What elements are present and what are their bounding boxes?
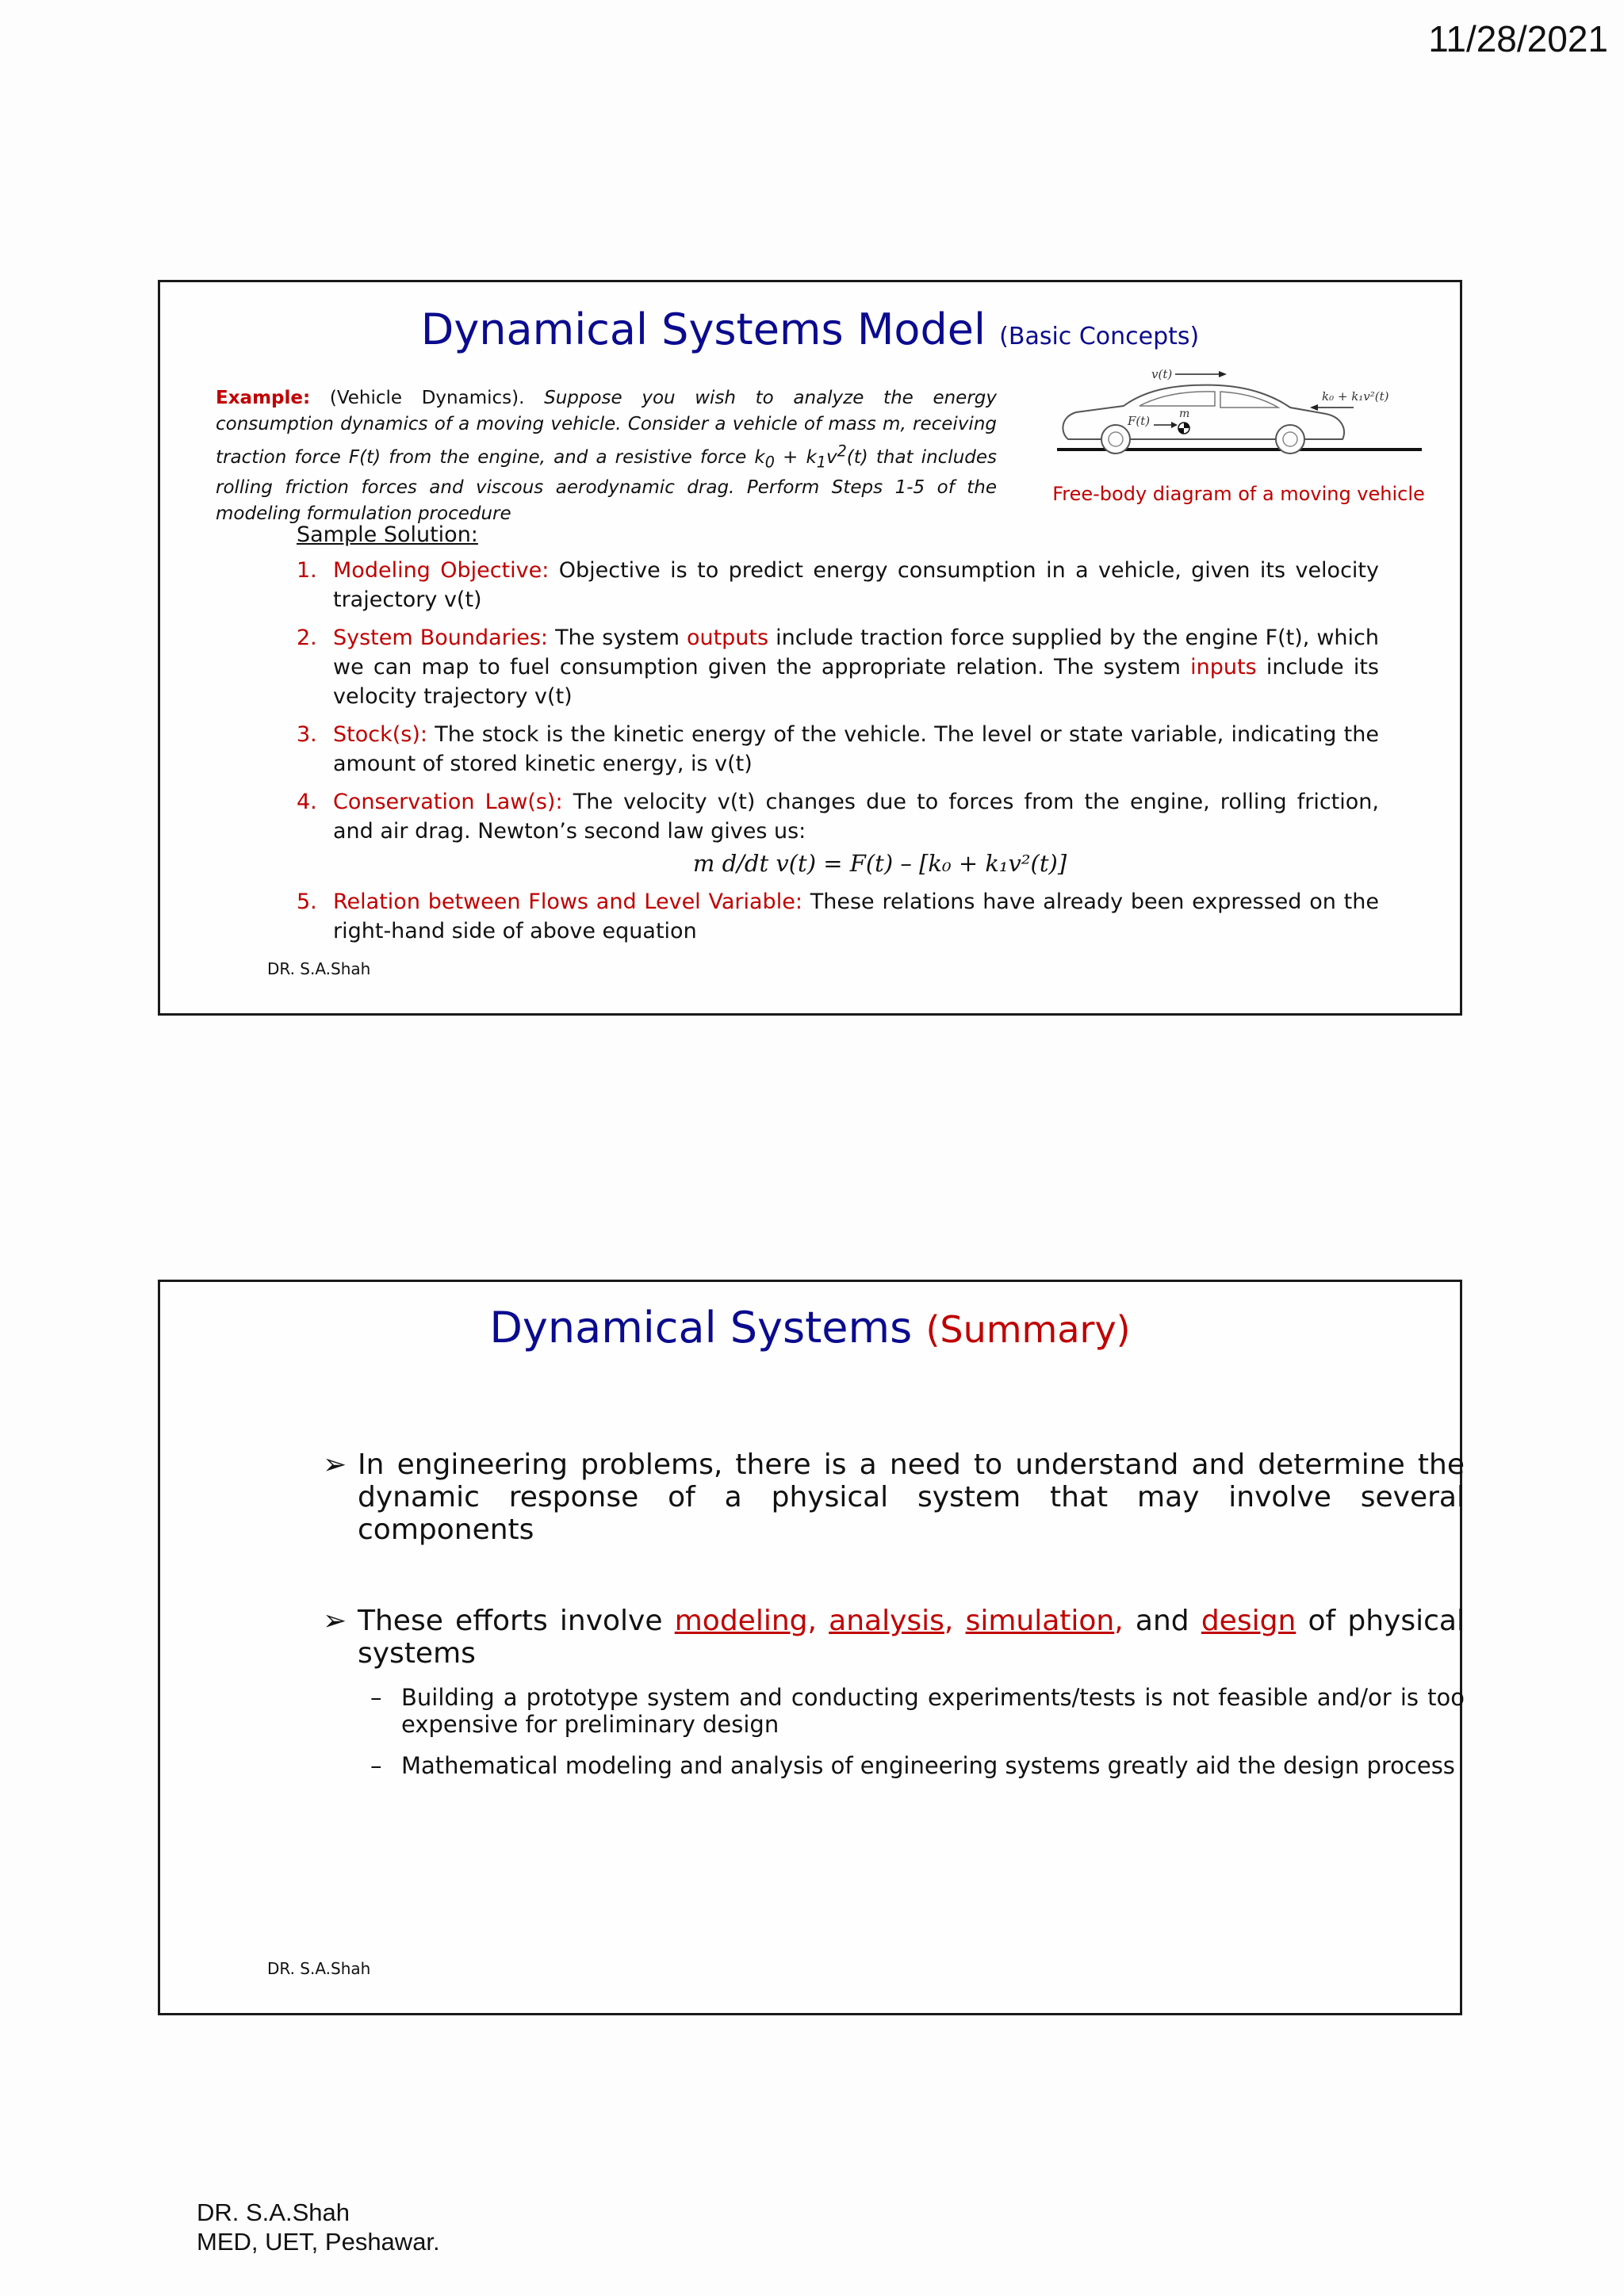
rear-wheel: [1276, 425, 1304, 453]
car-window-front: [1139, 392, 1215, 406]
step-item: 1. Modeling Objective: Objective is to predict energy consumption in a vehicle, given its velocity trajectory v(t): [297, 558, 1379, 612]
slide-title-sub: (Basic Concepts): [999, 323, 1200, 350]
step-text: Objective is to predict energy consumption in a vehicle, given its velocity trajectory v(t): [333, 558, 1379, 612]
drag-label: k₀ + k₁v²(t): [1322, 389, 1389, 404]
step-item: 3. Stock(s): The stock is the kinetic energy of the vehicle. The level or state variable, indicating the amount of stored kinetic energy, is v(t): [297, 722, 1379, 776]
keyword-analysis: analysis: [829, 1605, 944, 1637]
slide-title: [160, 1303, 1460, 1353]
slide-footer: DR. S.A.Shah: [267, 1959, 371, 1978]
sub-bullet-item: – Mathematical modeling and analysis of engineering systems greatly aid the design process: [370, 1752, 1455, 1779]
example-label: Example:: [216, 388, 311, 408]
slide-title-main: Dynamical Systems Model: [420, 304, 986, 354]
force-label: F(t): [1128, 414, 1151, 428]
bullet-item: ➢ In engineering problems, there is a need to understand and determine the dynamic response of a physical system that may involve several components: [323, 1448, 1465, 1546]
page-footer: [197, 2198, 440, 2256]
step-label: Modeling Objective:: [333, 558, 550, 583]
slide-vehicle-dynamics: [158, 280, 1462, 1016]
slide-footer: DR. S.A.Shah: [267, 959, 371, 978]
step-label: Relation between Flows and Level Variable:: [333, 890, 802, 914]
keyword-modeling: modeling: [674, 1605, 808, 1637]
step-item: 4. Conservation Law(s): The velocity v(t) changes due to forces from the engine, rolling friction, and air drag. Newton’s second law gives us: m d/dt v(t) = F(t) – [k₀ + k₁v²(t)]: [297, 790, 1379, 877]
solution-heading: Sample Solution:: [297, 522, 478, 547]
sub-bullet-item: – Building a prototype system and conducting experiments/tests is not feasible and/or is too expensive for preliminary design: [370, 1684, 1465, 1738]
keyword-simulation: simulation: [965, 1605, 1115, 1637]
inputs-keyword: inputs: [1190, 655, 1257, 679]
slide-summary: [158, 1280, 1465, 2015]
author-affiliation: MED, UET, Peshawar.: [197, 2228, 440, 2256]
mass-label: m: [1179, 408, 1190, 420]
figure-caption: Free-body diagram of a moving vehicle: [1052, 483, 1425, 505]
slide-title-main: Dynamical Systems: [489, 1303, 913, 1353]
example-text: Suppose you wish to analyze the energy consumption dynamics of a moving vehicle. Consider a vehicle of mass m, receiving traction force F(t) from the engine, and a resistive force $k_0 + k_1v^2(t)$ that includes rolling friction forces and viscous aerodynamic drag. Perform Steps 1-5 of the modeling formulation procedure: [216, 388, 997, 525]
free-body-diagram-figure: [1052, 362, 1425, 457]
bullet-item: ➢ These efforts involve modeling, analysis, simulation, and design of physical systems: [323, 1605, 1465, 1670]
outputs-keyword: outputs: [686, 626, 769, 650]
sub-bullets: [323, 1684, 1465, 1779]
step-item: 5. Relation between Flows and Level Variable: These relations have already been expressed on the right-hand side of above equation: [297, 890, 1379, 943]
keyword-design: design: [1201, 1605, 1297, 1637]
solution-steps: [297, 556, 1379, 946]
dash-bullet-icon: –: [370, 1752, 382, 1779]
slide-title-sub: (Summary): [925, 1308, 1131, 1351]
sample-solution: [297, 520, 1379, 955]
page-date: 11/28/2021: [1428, 18, 1608, 59]
car-window-rear: [1220, 392, 1278, 408]
step-label: Conservation Law(s):: [333, 790, 563, 814]
step-text: The stock is the kinetic energy of the vehicle. The level or state variable, indicating the amount of stored kinetic energy, is v(t): [333, 722, 1379, 776]
step-item: 2. System Boundaries: The system outputs include traction force supplied by the engine F(t), which we can map to fuel consumption given the appropriate relation. The system inputs include its velocity trajectory v(t): [297, 626, 1380, 709]
example-paragraph: [216, 385, 997, 527]
slide-title: [160, 304, 1460, 354]
velocity-label: v(t): [1151, 367, 1173, 381]
step-text: The velocity v(t) changes due to forces from the engine, rolling friction, and air drag. Newton’s second law gives us:: [333, 790, 1379, 844]
step-text: These relations have already been expressed on the right-hand side of above equation: [333, 890, 1379, 943]
arrow-bullet-icon: ➢: [323, 1448, 347, 1481]
dash-bullet-icon: –: [370, 1684, 382, 1711]
front-wheel: [1101, 425, 1130, 453]
example-topic: (Vehicle Dynamics).: [329, 388, 525, 408]
newton-equation: m d/dt v(t) = F(t) – [k₀ + k₁v²(t)]: [692, 850, 1067, 877]
author-name: DR. S.A.Shah: [197, 2198, 350, 2226]
arrow-bullet-icon: ➢: [323, 1605, 347, 1637]
step-label: System Boundaries:: [333, 626, 549, 650]
step-label: Stock(s):: [333, 722, 427, 747]
summary-bullets: [323, 1448, 1465, 1779]
